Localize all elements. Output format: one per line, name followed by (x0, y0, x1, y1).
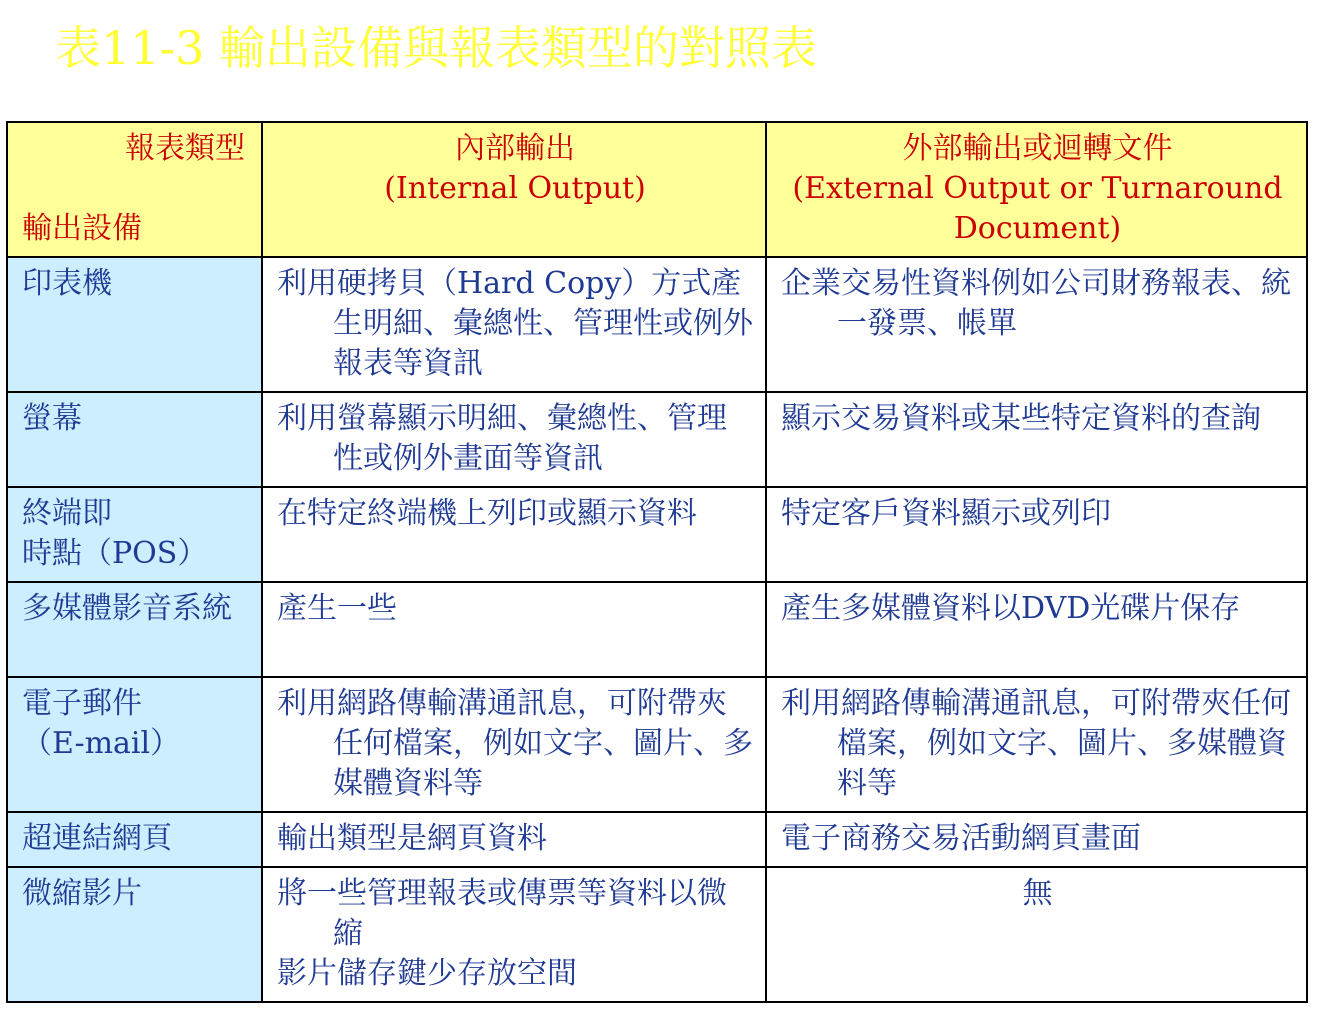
device-label: 多媒體影音系統 (22, 591, 232, 626)
internal-text-line1: 將一些管理報表或傳票等資料以微縮 (277, 876, 727, 951)
external-text: 無 (1022, 876, 1053, 911)
device-label-line2: 時點（POS） (22, 536, 208, 571)
external-cell (766, 582, 1307, 677)
table-row (7, 867, 1307, 1002)
external-text: 企業交易性資料例如公司財務報表、統一發票、帳單 (781, 266, 1291, 341)
device-label-line1: 電子郵件 (22, 686, 142, 721)
external-cell (766, 257, 1307, 392)
device-cell (7, 487, 262, 582)
header-external-output (766, 122, 1307, 257)
device-cell (7, 257, 262, 392)
internal-cell (262, 392, 766, 487)
external-text: 產生多媒體資料以DVD光碟片保存 (781, 591, 1241, 626)
internal-cell (262, 487, 766, 582)
device-label: 超連結網頁 (22, 821, 172, 856)
table-row (7, 392, 1307, 487)
device-label-line2: （E-mail） (22, 726, 181, 761)
external-cell (766, 392, 1307, 487)
header-output-device: 輸出設備 (22, 211, 142, 246)
internal-cell (262, 867, 766, 1002)
header-internal-en: (Internal Output) (384, 171, 646, 206)
table-row (7, 257, 1307, 392)
internal-text: 利用螢幕顯示明細、彙總性、管理性或例外畫面等資訊 (277, 401, 727, 476)
internal-text-line2: 影片儲存鍵少存放空間 (277, 956, 577, 991)
external-text: 特定客戶資料顯示或列印 (781, 496, 1111, 531)
device-cell (7, 867, 262, 1002)
page-title: 表11-3 輸出設備與報表類型的對照表 (55, 21, 817, 75)
device-label: 螢幕 (22, 401, 82, 436)
header-internal-output (262, 122, 766, 257)
internal-text: 利用硬拷貝（Hard Copy）方式產生明細、彙總性、管理性或例外報表等資訊 (277, 266, 753, 381)
external-text: 利用網路傳輸溝通訊息，可附帶夾任何檔案，例如文字、圖片、多媒體資料等 (781, 686, 1291, 801)
device-label: 微縮影片 (22, 876, 142, 911)
internal-cell (262, 812, 766, 867)
internal-text: 產生一些 (277, 591, 397, 626)
device-cell (7, 677, 262, 812)
header-external-zh: 外部輸出或迴轉文件 (902, 131, 1173, 166)
header-report-type: 報表類型 (125, 131, 245, 166)
internal-text: 在特定終端機上列印或顯示資料 (277, 496, 697, 531)
device-label: 印表機 (22, 266, 112, 301)
comparison-table (6, 121, 1308, 1003)
internal-cell (262, 257, 766, 392)
header-external-en-1: (External Output or Turnaround (792, 171, 1283, 206)
external-cell (766, 677, 1307, 812)
table-row (7, 582, 1307, 677)
internal-cell (262, 677, 766, 812)
device-cell (7, 582, 262, 677)
external-text: 顯示交易資料或某些特定資料的查詢 (781, 401, 1261, 436)
external-cell (766, 812, 1307, 867)
header-internal-zh: 內部輸出 (455, 131, 575, 166)
device-cell (7, 392, 262, 487)
internal-text: 利用網路傳輸溝通訊息，可附帶夾任何檔案，例如文字、圖片、多媒體資料等 (277, 686, 753, 801)
external-cell (766, 867, 1307, 1002)
table-row (7, 812, 1307, 867)
external-cell (766, 487, 1307, 582)
internal-text: 輸出類型是網頁資料 (277, 821, 547, 856)
table-row (7, 677, 1307, 812)
device-label-line1: 終端即 (22, 496, 112, 531)
internal-cell (262, 582, 766, 677)
device-cell (7, 812, 262, 867)
header-corner-cell (7, 122, 262, 257)
table-row (7, 487, 1307, 582)
external-text: 電子商務交易活動網頁畫面 (781, 821, 1141, 856)
header-external-en-2: Document) (953, 211, 1122, 246)
header-row (7, 122, 1307, 257)
